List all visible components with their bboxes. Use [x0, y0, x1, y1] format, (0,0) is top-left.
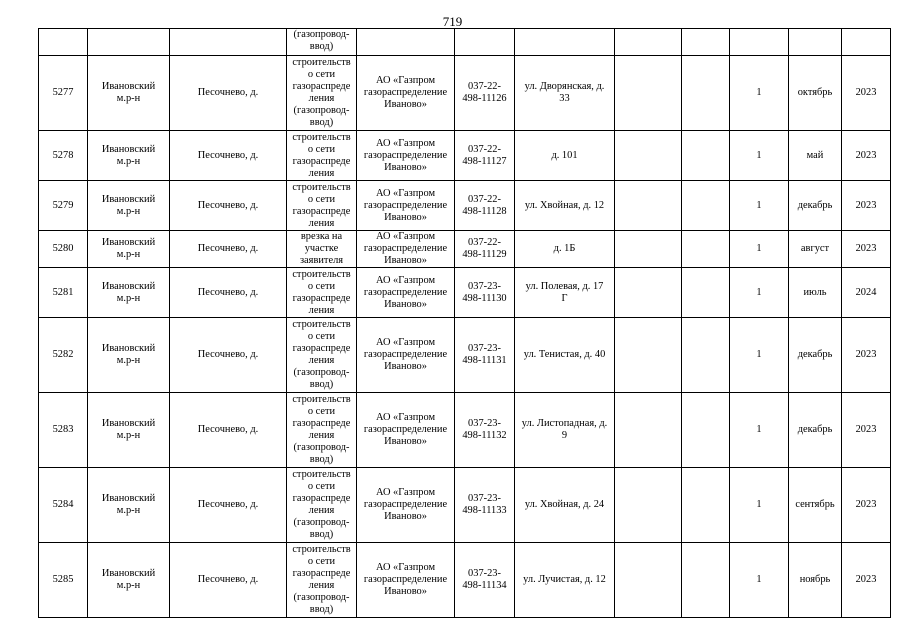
cell-work-type: строительств о сети газораспреде ления (газопровод- ввод)	[287, 543, 357, 618]
cell-contract: 037-23- 498-11132	[455, 393, 515, 468]
cell-number: 5281	[39, 268, 88, 318]
cell-year: 2024	[842, 268, 891, 318]
cell-empty	[730, 29, 789, 56]
cell-contract: 037-22- 498-11127	[455, 131, 515, 181]
cell-organization: АО «Газпром газораспределение Иваново»	[357, 131, 455, 181]
cell-empty	[682, 393, 730, 468]
cell-work-type: врезка на участке заявителя	[287, 231, 357, 268]
cell-number: 5277	[39, 56, 88, 131]
cell-address: ул. Тенистая, д. 40	[515, 318, 615, 393]
cell-number: 5282	[39, 318, 88, 393]
cell-number: 5278	[39, 131, 88, 181]
cell-empty	[615, 543, 682, 618]
cell-empty	[615, 131, 682, 181]
cell-empty	[615, 181, 682, 231]
table-row	[39, 268, 891, 318]
cell-organization: АО «Газпром газораспределение Иваново»	[357, 56, 455, 131]
cell-district: Ивановский м.р-н	[88, 318, 170, 393]
cell-month: сентябрь	[789, 468, 842, 543]
cell-organization	[357, 29, 455, 56]
cell-settlement: Песочнево, д.	[170, 393, 287, 468]
cell-empty	[615, 56, 682, 131]
cell-settlement: Песочнево, д.	[170, 131, 287, 181]
cell-settlement: Песочнево, д.	[170, 231, 287, 268]
cell-month: ноябрь	[789, 543, 842, 618]
cell-count: 1	[730, 56, 789, 131]
cell-work-type: строительств о сети газораспреде ления	[287, 181, 357, 231]
cell-empty	[682, 543, 730, 618]
cell-year: 2023	[842, 318, 891, 393]
cell-empty	[682, 268, 730, 318]
cell-address: ул. Лучистая, д. 12	[515, 543, 615, 618]
cell-empty	[682, 56, 730, 131]
cell-empty	[682, 29, 730, 56]
cell-contract: 037-22- 498-11126	[455, 56, 515, 131]
table-row	[39, 56, 891, 131]
cell-contract: 037-23- 498-11130	[455, 268, 515, 318]
cell-empty	[682, 131, 730, 181]
cell-district: Ивановский м.р-н	[88, 268, 170, 318]
cell-year: 2023	[842, 131, 891, 181]
cell-settlement: Песочнево, д.	[170, 56, 287, 131]
cell-address	[515, 29, 615, 56]
cell-number: 5284	[39, 468, 88, 543]
cell-year: 2023	[842, 393, 891, 468]
cell-district: Ивановский м.р-н	[88, 393, 170, 468]
cell-contract: 037-22- 498-11129	[455, 231, 515, 268]
cell-settlement: Песочнево, д.	[170, 543, 287, 618]
cell-contract: 037-23- 498-11133	[455, 468, 515, 543]
cell-year: 2023	[842, 231, 891, 268]
cell-number: 5280	[39, 231, 88, 268]
cell-count: 1	[730, 393, 789, 468]
cell-empty	[682, 318, 730, 393]
table-row	[39, 468, 891, 543]
cell-work-type: строительств о сети газораспреде ления (газопровод- ввод)	[287, 318, 357, 393]
cell-empty	[682, 181, 730, 231]
cell-organization: АО «Газпром газораспределение Иваново»	[357, 231, 455, 268]
cell-district: Ивановский м.р-н	[88, 181, 170, 231]
cell-address: ул. Хвойная, д. 12	[515, 181, 615, 231]
cell-settlement: Песочнево, д.	[170, 268, 287, 318]
cell-month: декабрь	[789, 318, 842, 393]
cell-settlement: Песочнево, д.	[170, 318, 287, 393]
cell-count: 1	[730, 131, 789, 181]
cell-district: Ивановский м.р-н	[88, 56, 170, 131]
table-row	[39, 318, 891, 393]
cell-contract: 037-23- 498-11134	[455, 543, 515, 618]
cell-organization: АО «Газпром газораспределение Иваново»	[357, 468, 455, 543]
cell-work-type: строительств о сети газораспреде ления	[287, 131, 357, 181]
cell-empty	[615, 231, 682, 268]
cell-month: август	[789, 231, 842, 268]
cell-year: 2023	[842, 181, 891, 231]
cell-address: ул. Листопадная, д. 9	[515, 393, 615, 468]
page-number: 719	[442, 14, 463, 29]
table-row-fragment	[39, 29, 891, 56]
cell-work-type: строительств о сети газораспреде ления (газопровод- ввод)	[287, 468, 357, 543]
cell-contract	[455, 29, 515, 56]
cell-district: Ивановский м.р-н	[88, 543, 170, 618]
cell-empty	[615, 268, 682, 318]
cell-year: 2023	[842, 468, 891, 543]
cell-empty	[682, 468, 730, 543]
cell-empty	[615, 393, 682, 468]
cell-organization: АО «Газпром газораспределение Иваново»	[357, 543, 455, 618]
table-row	[39, 231, 891, 268]
cell-empty	[615, 29, 682, 56]
cell-address: ул. Хвойная, д. 24	[515, 468, 615, 543]
cell-work-type: строительств о сети газораспреде ления (газопровод- ввод)	[287, 393, 357, 468]
cell-month: декабрь	[789, 393, 842, 468]
cell-month	[789, 29, 842, 56]
cell-month: октябрь	[789, 56, 842, 131]
cell-organization: АО «Газпром газораспределение Иваново»	[357, 181, 455, 231]
cell-settlement	[170, 29, 287, 56]
cell-count: 1	[730, 318, 789, 393]
cell-month: декабрь	[789, 181, 842, 231]
cell-empty	[615, 468, 682, 543]
table-row	[39, 181, 891, 231]
cell-address: д. 101	[515, 131, 615, 181]
cell-count: 1	[730, 543, 789, 618]
cell-empty	[682, 231, 730, 268]
cell-settlement: Песочнево, д.	[170, 468, 287, 543]
cell-year: 2023	[842, 543, 891, 618]
table-row	[39, 393, 891, 468]
cell-address: ул. Дворянская, д. 33	[515, 56, 615, 131]
cell-organization: АО «Газпром газораспределение Иваново»	[357, 393, 455, 468]
cell-work-type: (газопровод- ввод)	[287, 29, 357, 56]
cell-contract: 037-23- 498-11131	[455, 318, 515, 393]
cell-empty	[615, 318, 682, 393]
cell-district: Ивановский м.р-н	[88, 468, 170, 543]
cell-district	[88, 29, 170, 56]
cell-district: Ивановский м.р-н	[88, 231, 170, 268]
cell-year: 2023	[842, 56, 891, 131]
cell-number: 5283	[39, 393, 88, 468]
cell-year	[842, 29, 891, 56]
cell-month: июль	[789, 268, 842, 318]
table-row	[39, 543, 891, 618]
cell-number	[39, 29, 88, 56]
cell-number: 5279	[39, 181, 88, 231]
registry-table	[38, 28, 891, 618]
cell-month: май	[789, 131, 842, 181]
cell-address: ул. Полевая, д. 17 Г	[515, 268, 615, 318]
table-row	[39, 131, 891, 181]
cell-contract: 037-22- 498-11128	[455, 181, 515, 231]
cell-count: 1	[730, 181, 789, 231]
cell-count: 1	[730, 231, 789, 268]
cell-count: 1	[730, 268, 789, 318]
cell-address: д. 1Б	[515, 231, 615, 268]
cell-number: 5285	[39, 543, 88, 618]
cell-work-type: строительств о сети газораспреде ления (газопровод- ввод)	[287, 56, 357, 131]
cell-work-type: строительств о сети газораспреде ления	[287, 268, 357, 318]
cell-district: Ивановский м.р-н	[88, 131, 170, 181]
cell-settlement: Песочнево, д.	[170, 181, 287, 231]
cell-organization: АО «Газпром газораспределение Иваново»	[357, 268, 455, 318]
cell-organization: АО «Газпром газораспределение Иваново»	[357, 318, 455, 393]
cell-count: 1	[730, 468, 789, 543]
